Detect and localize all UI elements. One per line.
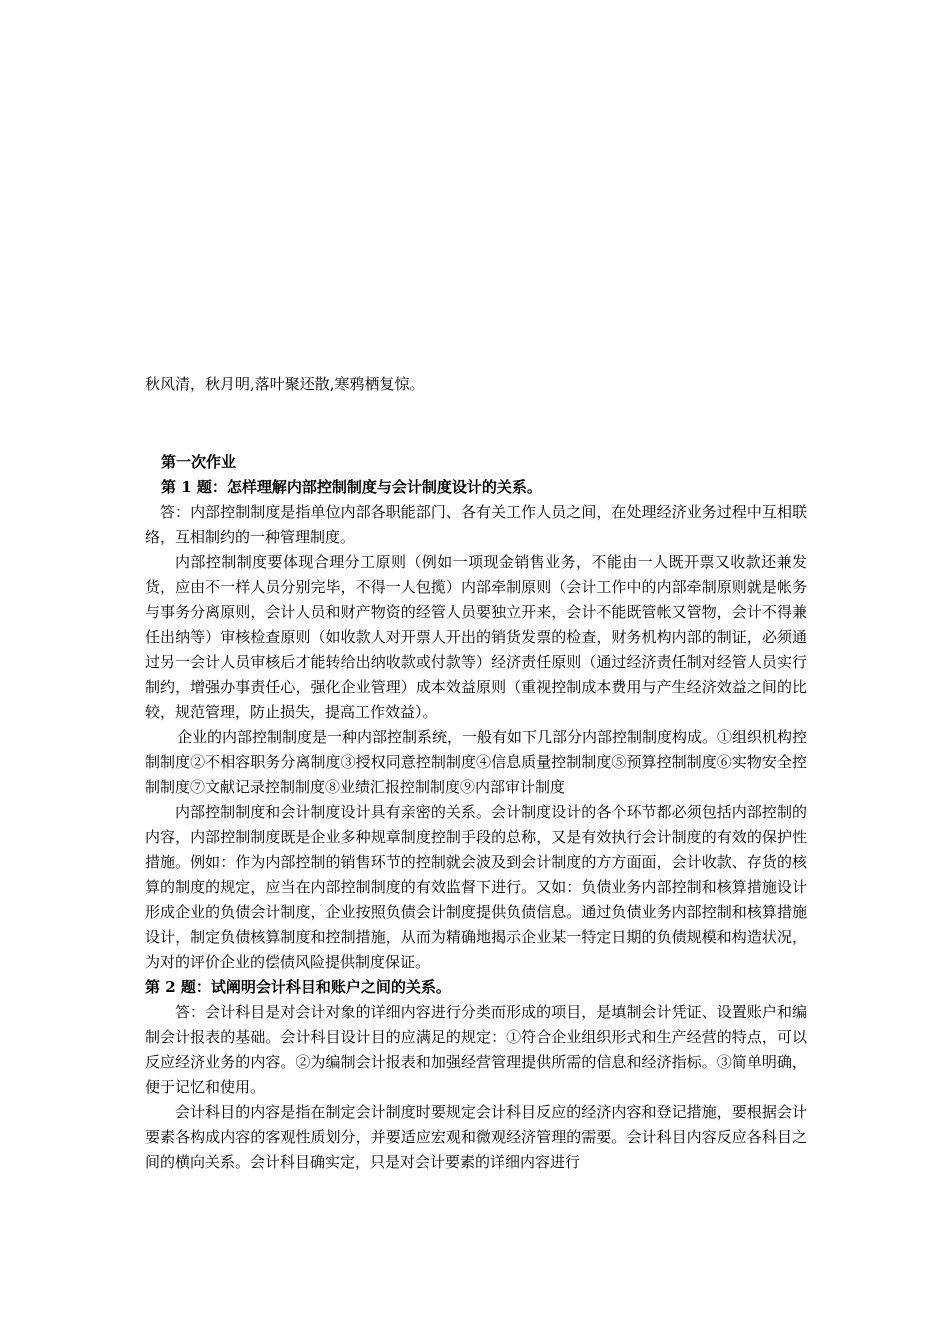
- question-1-answer-paragraph: 答：内部控制制度是指单位内部各职能部门、各有关工作人员之间，在处理经济业务过程中互相联络，互相制约的一种管理制度。: [145, 503, 807, 546]
- question-2-answer-paragraph: 答：会计科目是对会计对象的详细内容进行分类而形成的项目，是填制会计凭证、设置账户和编制会计报表的基础。会计科目设计目的应满足的规定：①符合企业组织形式和生产经营的特点，可以反应经济业务的内容。②为编制会计报表和加强经营管理提供所需的信息和经济指标。③简单明确，便于记忆和使用。: [145, 1003, 807, 1096]
- question-1-answer-paragraph: 内部控制制度要体现合理分工原则（例如一项现金销售业务，不能由一人既开票又收款还兼发货，应由不一样人员分别完毕，不得一人包揽）内部牵制原则（会计工作中的内部牵制原则就是帐务与事务分离原则，会计人员和财产物资的经管人员要独立开来，会计不能既管帐又管物，会计不得兼任出纳等）审核检查原则（如收款人对开票人开出的销货发票的检查，财务机构内部的制证，必须通过另一会计人员审核后才能转给出纳收款或付款等）经济责任原则（通过经济责任制对经管人员实行制约，增强办事责任心，强化企业管理）成本效益原则（重视控制成本费用与产生经济效益之间的比较，规范管理，防止损失，提高工作效益）。: [145, 553, 807, 721]
- section-title: 第一次作业: [161, 453, 237, 471]
- epigraph: 秋风清，秋月明,落叶聚还散,寒鸦栖复惊。: [145, 375, 425, 393]
- question-1-answer-paragraph: 企业的内部控制制度是一种内部控制系统，一般有如下几部分内部控制制度构成。①组织机构控制制度②不相容职务分离制度③授权同意控制制度④信息质量控制制度⑤预算控制制度⑥实物安全控制制度⑦文献记录控制制度⑧业绩汇报控制制度⑨内部审计制度: [145, 728, 808, 796]
- document-body: [145, 450, 807, 1175]
- question-1-title: 第 1 题：怎样理解内部控制制度与会计制度设计的关系。: [161, 478, 542, 496]
- question-2-answer-paragraph: 会计科目的内容是指在制定会计制度时要规定会计科目反应的经济内容和登记措施，要根据会计要素各构成内容的客观性质划分，并要适应宏观和微观经济管理的需要。会计科目内容反应各科目之间的横向关系。会计科目确实定，只是对会计要素的详细内容进行: [145, 1103, 807, 1171]
- question-1-answer-paragraph: 内部控制制度和会计制度设计具有亲密的关系。会计制度设计的各个环节都必须包括内部控制的内容，内部控制制度既是企业多种规章制度控制手段的总称，又是有效执行会计制度的有效的保护性措施。例如：作为内部控制的销售环节的控制就会波及到会计制度的方方面面，会计收款、存货的核算的制度的规定，应当在内部控制制度的有效监督下进行。又如：负债业务内部控制和核算措施设计形成企业的负债会计制度，企业按照负债会计制度提供负债信息。通过负债业务内部控制和核算措施设计，制定负债核算制度和控制措施，从而为精确地揭示企业某一特定日期的负债规模和构造状况，为对的评价企业的偿债风险提供制度保证。: [145, 803, 807, 971]
- question-2-title: 第 2 题：试阐明会计科目和账户之间的关系。: [145, 978, 451, 996]
